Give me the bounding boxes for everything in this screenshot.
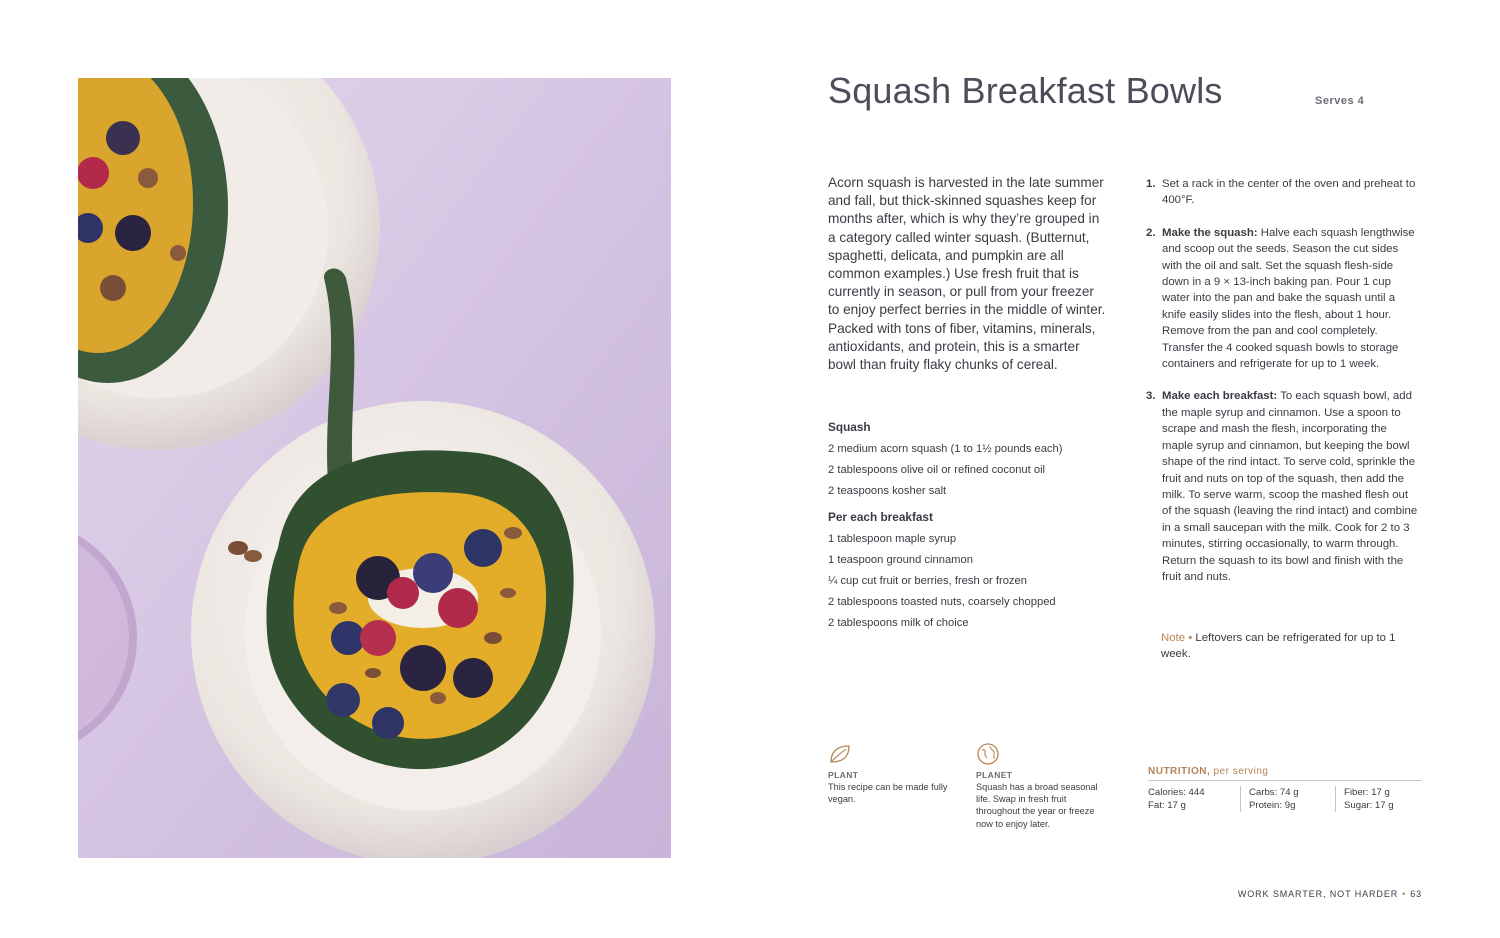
step-number: 2. bbox=[1146, 226, 1156, 239]
nutrition-values bbox=[1148, 786, 1422, 812]
recipe-note bbox=[1161, 630, 1401, 663]
method-step bbox=[1146, 176, 1420, 209]
plant-title: PLANT bbox=[828, 770, 859, 780]
nutrition-column bbox=[1240, 786, 1335, 812]
planet-text: Squash has a broad seasonal life. Swap in fresh fruit throughout the year or freeze now to enjoy later. bbox=[976, 782, 1098, 829]
recipe-photo bbox=[78, 78, 671, 858]
note-label: Note bbox=[1161, 632, 1186, 644]
ingredient-item: ¼ cup cut fruit or berries, fresh or frozen bbox=[828, 575, 1027, 587]
serves-label: Serves 4 bbox=[1315, 95, 1365, 107]
recipe-intro: Acorn squash is harvested in the late summer and fall, but thick-skinned squashes keep for months after, which is why they’re grouped in a category called winter squash. (Butternut, spaghetti, delicata, and pumpkin are all common examples.) Use fresh fruit that is currently in season, or pull from your freezer to enjoy perfect berries in the middle of winter. Packed with tons of fiber, vitamins, minerals, antioxidants, and protein, this is a smarter bowl than fruity flaky chunks of cereal. bbox=[828, 175, 1106, 373]
ingredient-item: 2 tablespoons toasted nuts, coarsely chopped bbox=[828, 596, 1056, 608]
plant-text: This recipe can be made fully vegan. bbox=[828, 782, 948, 805]
nutrition-column bbox=[1148, 786, 1240, 812]
ingredient-item: 1 teaspoon ground cinnamon bbox=[828, 554, 973, 566]
nutrition-value: Protein: 9g bbox=[1249, 800, 1296, 811]
nutrition-column bbox=[1335, 786, 1402, 812]
page-footer bbox=[1238, 889, 1422, 899]
nutrition-value: Carbs: 74 g bbox=[1249, 787, 1299, 798]
nutrition-title: NUTRITION, bbox=[1148, 766, 1211, 777]
ingredient-heading-squash: Squash bbox=[828, 420, 871, 434]
ingredient-item: 2 tablespoons olive oil or refined coconut oil bbox=[828, 464, 1046, 476]
nutrition-value: Fat: 17 g bbox=[1148, 800, 1186, 811]
planet-badge bbox=[976, 742, 1106, 830]
squash-bowl-illustration bbox=[78, 78, 671, 858]
method-step bbox=[1146, 225, 1420, 373]
step-lead: Make the squash: bbox=[1162, 226, 1258, 239]
nutrition-value: Fiber: 17 g bbox=[1344, 787, 1390, 798]
nutrition-value: Sugar: 17 g bbox=[1344, 800, 1394, 811]
step-number: 1. bbox=[1146, 178, 1156, 190]
footer-separator: • bbox=[1402, 889, 1407, 899]
step-text: To each squash bowl, add the maple syrup and cinnamon. Use a spoon to scrape and mash the flesh, incorporating the maple syrup and cinnamon, but keeping the bowl shape of the rind intact. To serve cold, sprinkle the fruit and nuts on top of the squash, then add the milk. To serve warm, scoop the mashed flesh out of the squash (leaving the rind intact) and combine in a small saucepan with the milk. Cook for 2 to 3 minutes, stirring occasionally, to warm through. Return the squash to its bowl and finish with the fruit and nuts. bbox=[1162, 390, 1418, 583]
ingredient-item: 1 tablespoon maple syrup bbox=[828, 533, 957, 545]
ingredients-list bbox=[828, 420, 1118, 637]
ingredient-item: 2 medium acorn squash (1 to 1½ pounds each) bbox=[828, 443, 1063, 455]
nutrition-panel bbox=[1148, 766, 1422, 812]
recipe-title: Squash Breakfast Bowls bbox=[828, 70, 1223, 111]
method-step bbox=[1146, 388, 1420, 585]
step-text: Halve each squash lengthwise and scoop out the seeds. Season the cut sides with the oil and salt. Set the squash flesh-side down in a 9 × 13-inch baking pan. Pour 1 cup water into the pan and bake the squash until a knife easily slides into the flesh, about 1 hour. Remove from the pan and cool completely. Transfer the 4 cooked squash bowls to storage containers and refrigerate for up to 1 week. bbox=[1162, 226, 1415, 371]
ingredient-heading-breakfast: Per each breakfast bbox=[828, 510, 933, 524]
planet-title: PLANET bbox=[976, 770, 1013, 780]
nutrition-subtitle: per serving bbox=[1210, 766, 1269, 777]
nutrition-value: Calories: 444 bbox=[1148, 787, 1205, 798]
note-text: Leftovers can be refrigerated for up to 1 week. bbox=[1161, 632, 1396, 661]
ingredient-item: 2 teaspoons kosher salt bbox=[828, 485, 947, 497]
step-lead: Make each breakfast: bbox=[1162, 390, 1278, 403]
leaf-icon bbox=[828, 742, 852, 766]
step-text: Set a rack in the center of the oven and preheat to 400°F. bbox=[1162, 178, 1416, 207]
globe-icon bbox=[976, 742, 1000, 766]
method-steps bbox=[1146, 176, 1420, 601]
page-number: 63 bbox=[1410, 889, 1422, 899]
ingredient-item: 2 tablespoons milk of choice bbox=[828, 617, 969, 629]
section-title: WORK SMARTER, NOT HARDER bbox=[1237, 889, 1399, 899]
plant-badge bbox=[828, 742, 958, 805]
step-number: 3. bbox=[1146, 390, 1156, 403]
note-separator: • bbox=[1185, 632, 1196, 644]
nutrition-heading bbox=[1148, 766, 1422, 781]
